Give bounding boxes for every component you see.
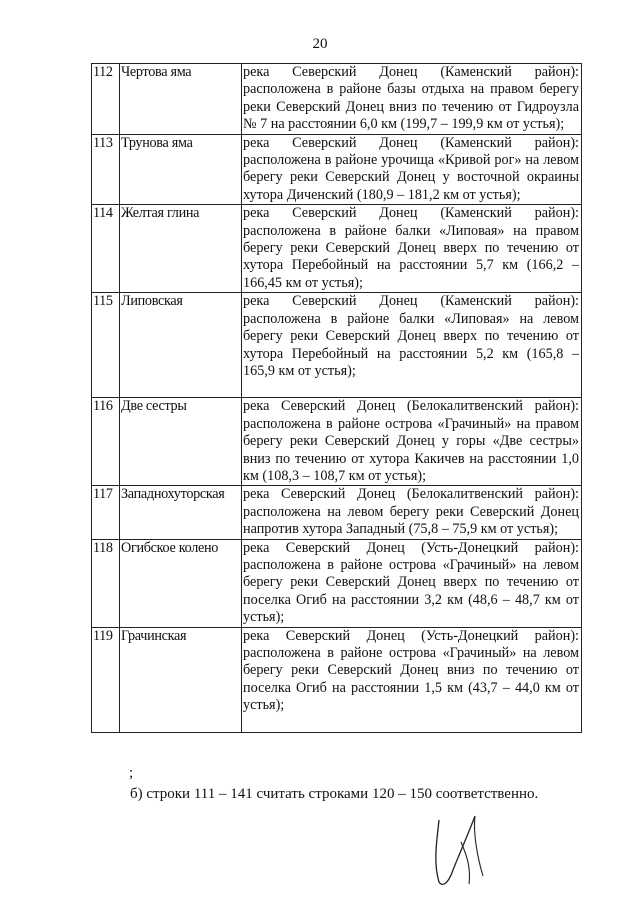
- site-name: Липовская: [120, 293, 242, 398]
- site-description: река Северский Донец (Каменский район): расположена в районе балки «Липовая» на правом берегу реки Северский Донец вверх по течению от хутора Перебойный на расстоянии 5,7 км (166,2 – 166,45 км от устья);: [242, 205, 582, 293]
- row-number: 113: [92, 134, 120, 205]
- row-number: 115: [92, 293, 120, 398]
- site-name: Огибское колено: [120, 539, 242, 627]
- table-row: [92, 64, 582, 135]
- site-name: Грачинская: [120, 627, 242, 732]
- page-number: 20: [312, 36, 328, 52]
- site-name: Трунова яма: [120, 134, 242, 205]
- site-name: Чертова яма: [120, 64, 242, 135]
- site-name: Западнохуторская: [120, 486, 242, 539]
- site-description: река Северский Донец (Каменский район): расположена в районе балки «Липовая» на левом берегу реки Северский Донец вверх по течению от хутора Перебойный на расстоянии 5,2 км (165,8 – 165,9 км от устья);: [242, 293, 582, 398]
- site-description: река Северский Донец (Усть-Донецкий район): расположена в районе острова «Грачиный» на левом берегу реки Северский Донец вниз по течению от поселка Огиб на расстоянии 1,5 км (43,7 – 44,0 км от устья);: [242, 627, 582, 732]
- table-row: [92, 205, 582, 293]
- reserve-table: [91, 63, 582, 733]
- table-row: [92, 293, 582, 398]
- site-description: река Северский Донец (Каменский район): расположена в районе базы отдыха на правом берегу реки Северский Донец вниз по течению от Гидроузла № 7 на расстоянии 6,0 км (199,7 – 199,9 км от устья);: [242, 64, 582, 135]
- site-description: река Северский Донец (Белокалитвенский район): расположена на левом берегу реки Северский Донец напротив хутора Западный (75,8 – 75,9 км от устья);: [242, 486, 582, 539]
- amendment-note: б) строки 111 – 141 считать строками 120 – 150 соответственно.: [130, 786, 539, 802]
- row-number: 114: [92, 205, 120, 293]
- site-name: Желтая глина: [120, 205, 242, 293]
- row-number: 116: [92, 398, 120, 486]
- table-row: [92, 627, 582, 732]
- row-number: 112: [92, 64, 120, 135]
- table-row: [92, 486, 582, 539]
- row-number: 117: [92, 486, 120, 539]
- site-description: река Северский Донец (Усть-Донецкий район): расположена в районе острова «Грачиный» на левом берегу реки Северский Донец вверх по течению от поселка Огиб на расстоянии 3,2 км (48,6 – 48,7 км от устья);: [242, 539, 582, 627]
- site-description: река Северский Донец (Белокалитвенский район): расположена в районе острова «Грачиный» на правом берегу реки Северский Донец у горы «Две сестры» вниз по течению от хутора Какичев на расстоянии 1,0 км (108,3 – 108,7 км от устья);: [242, 398, 582, 486]
- row-number: 118: [92, 539, 120, 627]
- site-description: река Северский Донец (Каменский район): расположена в районе урочища «Кривой рог» на левом берегу реки Северский Донец у восточной окраины хутора Диченский (180,9 – 181,2 км от устья);: [242, 134, 582, 205]
- row-number: 119: [92, 627, 120, 732]
- signature-icon: [425, 812, 515, 890]
- list-terminator: ;: [129, 765, 134, 781]
- site-name: Две сестры: [120, 398, 242, 486]
- table-row: [92, 539, 582, 627]
- table-row: [92, 398, 582, 486]
- table-row: [92, 134, 582, 205]
